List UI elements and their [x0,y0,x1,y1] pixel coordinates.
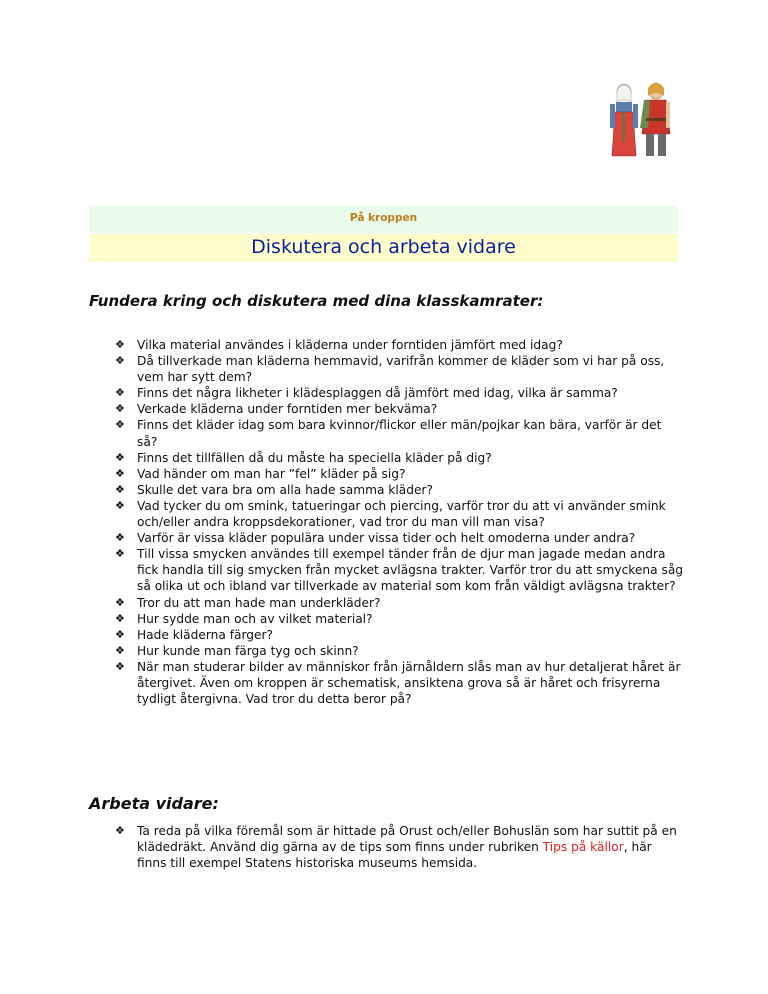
section-heading-work-further: Arbeta vidare: [89,794,219,813]
sources-tips-link[interactable]: Tips på källor [542,840,624,855]
diamond-bullet-icon: ❖ [115,595,125,609]
list-item [115,385,685,401]
question-text: Varför är vissa kläder populära under vissa tider och helt omoderna under andra? [137,531,636,546]
list-item [115,546,685,594]
list-item [115,401,685,417]
diamond-bullet-icon: ❖ [115,547,125,561]
question-text: Hur kunde man färga tyg och skinn? [137,643,359,658]
diamond-bullet-icon: ❖ [115,450,125,464]
question-text: Då tillverkade man kläderna hemmavid, varifrån kommer de kläder som vi har på oss, vem har sytt dem? [137,354,665,385]
question-text: När man studerar bilder av människor från järnåldern slås man av hur detaljerat håret är återgivet. Även om kroppen är schematisk, ansiktena grova så är håret och frisyrerna tydligt återgivna. Vad tror du detta beror på? [137,659,681,707]
question-text: Finns det kläder idag som bara kvinnor/flickor eller män/pojkar kan bära, varför är det så? [137,418,662,449]
diamond-bullet-icon: ❖ [115,498,125,512]
question-text: Hur sydde man och av vilket material? [137,611,373,626]
question-text: Tror du att man hade man underkläder? [137,595,381,610]
diamond-bullet-icon: ❖ [115,402,125,416]
list-item [115,337,685,353]
question-text: Finns det tillfällen då du måste ha speciella kläder på dig? [137,450,492,465]
list-item [115,823,685,871]
question-text: Hade kläderna färger? [137,627,274,642]
item-text-after: , här finns till exempel Statens historiska museums hemsida. [137,840,652,871]
list-item [115,659,685,707]
diamond-bullet-icon: ❖ [115,418,125,432]
list-item [115,417,685,449]
list-item [115,450,685,466]
list-item [115,353,685,385]
diamond-bullet-icon: ❖ [115,643,125,657]
diamond-bullet-icon: ❖ [115,531,125,545]
question-text: Skulle det vara bra om alla hade samma kläder? [137,482,433,497]
question-text: Verkade kläderna under forntiden mer bekväma? [137,402,438,417]
work-further-list [115,823,685,871]
list-item [115,498,685,530]
diamond-bullet-icon: ❖ [115,466,125,480]
item-text-before: Ta reda på vilka föremål som är hittade på Orust och/eller Bohuslän som har suttit på en klädedräkt. Använd dig gärna av de tips som finns under rubriken [137,824,677,855]
list-item [115,595,685,611]
question-text: Till vissa smycken användes till exempel tänder från de djur man jagade medan andra fick handla till sig smycken från mycket avlägsna trakter. Varför tror du att smyckena såg så olika ut och ibland var tillverkade av material som kom från väldigt avlägsna trakter? [137,547,684,594]
diamond-bullet-icon: ❖ [115,627,125,641]
list-item [115,530,685,546]
category-kicker: På kroppen [349,212,418,224]
list-item [115,611,685,627]
list-item [115,466,685,482]
diamond-bullet-icon: ❖ [115,824,125,837]
page-title: Diskutera och arbeta vidare [251,236,516,258]
question-text: Vilka material användes i kläderna under forntiden jämfört med idag? [137,338,563,352]
section-heading-discuss: Fundera kring och diskutera med dina klasskamrater: [89,292,544,310]
question-text: Vad händer om man har ”fel” kläder på sig? [137,466,406,481]
diamond-bullet-icon: ❖ [115,386,125,400]
diamond-bullet-icon: ❖ [115,482,125,496]
question-text: Vad tycker du om smink, tatueringar och piercing, varför tror du att vi använder smink och/eller andra kroppsdekorationer, vad tror du man vill man visa? [137,498,666,530]
list-item [115,643,685,659]
diamond-bullet-icon: ❖ [115,659,125,673]
discussion-question-list [115,337,685,707]
question-text: Finns det några likheter i klädesplaggen då jämfört med idag, vilka är samma? [137,386,618,401]
iron-age-figures-illustration [604,82,676,160]
list-item [115,482,685,498]
category-band [89,206,678,233]
diamond-bullet-icon: ❖ [115,611,125,625]
list-item [115,627,685,643]
diamond-bullet-icon: ❖ [115,354,125,368]
title-band [89,234,678,262]
diamond-bullet-icon: ❖ [115,338,125,351]
